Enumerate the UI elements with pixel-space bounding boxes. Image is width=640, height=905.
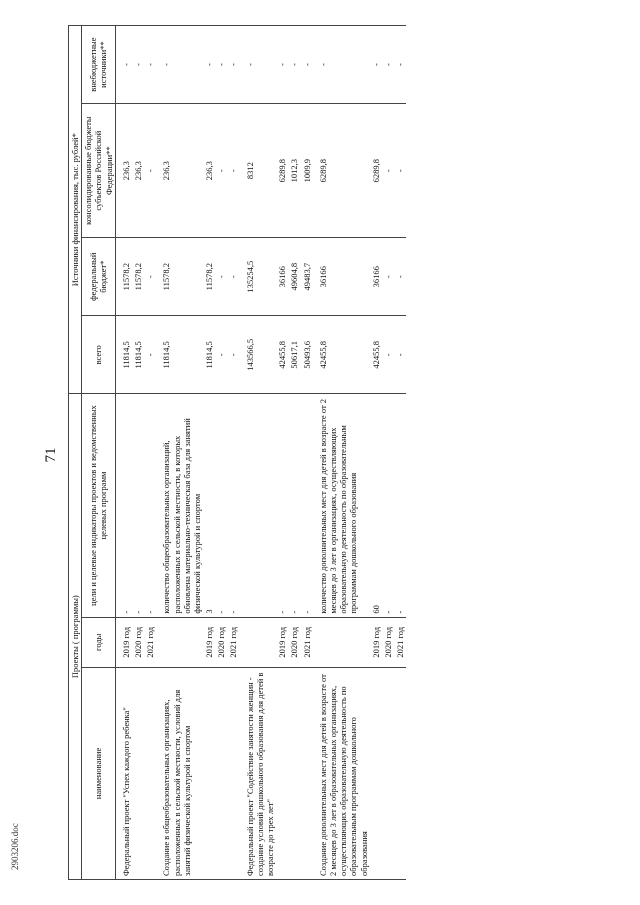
cell-extra: -: [132, 26, 144, 104]
cell-total: 143566,5: [240, 316, 277, 394]
cell-name: [382, 667, 394, 879]
page-number: 71: [43, 447, 59, 463]
cell-year: 2019 год: [115, 617, 132, 667]
cell-indicator: 60: [370, 394, 382, 617]
cell-indicator: 3: [203, 394, 215, 617]
cell-year: 2020 год: [382, 617, 394, 667]
cell-total: 50493,6: [301, 316, 313, 394]
header-federal: федеральный бюджет*: [82, 238, 116, 316]
cell-indicator: -: [276, 394, 288, 617]
footer-code: 2903206.doc: [10, 823, 20, 870]
cell-extra: -: [313, 26, 370, 104]
cell-federal: -: [144, 238, 156, 316]
cell-federal: 49604,8: [288, 238, 300, 316]
cell-extra: -: [370, 26, 382, 104]
cell-regional: -: [394, 104, 406, 238]
table-row: [156, 26, 203, 880]
cell-extra: -: [301, 26, 313, 104]
header-years: годы: [82, 617, 116, 667]
table-body: [115, 26, 406, 880]
table-row: [288, 26, 300, 880]
cell-name: [144, 667, 156, 879]
cell-regional: 236,3: [203, 104, 215, 238]
cell-year: 2020 год: [132, 617, 144, 667]
cell-total: 11814,5: [115, 316, 132, 394]
cell-name: [370, 667, 382, 879]
cell-regional: 236,3: [156, 104, 203, 238]
cell-total: -: [382, 316, 394, 394]
header-name: наименование: [82, 667, 116, 879]
cell-regional: 6289,8: [313, 104, 370, 238]
cell-indicator: -: [115, 394, 132, 617]
cell-indicator: [240, 394, 277, 617]
cell-regional: 8312: [240, 104, 277, 238]
cell-extra: -: [115, 26, 132, 104]
cell-regional: -: [382, 104, 394, 238]
cell-name: [227, 667, 239, 879]
cell-year: 2021 год: [301, 617, 313, 667]
cell-extra: -: [156, 26, 203, 104]
table-row: [215, 26, 227, 880]
cell-regional: -: [227, 104, 239, 238]
cell-extra: -: [394, 26, 406, 104]
table-row: [144, 26, 156, 880]
cell-indicator: -: [394, 394, 406, 617]
cell-year: 2021 год: [227, 617, 239, 667]
table-row: [276, 26, 288, 880]
header-indicators: цели и целевые индикаторы проектов и ведомственных целевых программ: [82, 394, 116, 617]
cell-name: Создание в общеобразовательных организациях, расположенных в сельской местности, условий для занятий физической культурой и спортом: [156, 667, 203, 879]
cell-federal: 36166: [313, 238, 370, 316]
cell-regional: -: [144, 104, 156, 238]
cell-name: [203, 667, 215, 879]
header-extra: внебюджетные источники**: [82, 26, 116, 104]
cell-indicator: количество дополнительных мест для детей в возрасте от 2 месяцев до 3 лет в организациях, осуществляющих образовательную деятельность по образовательным программам дошкольного образования: [313, 394, 370, 617]
cell-extra: -: [276, 26, 288, 104]
rotated-page: [38, 25, 598, 880]
cell-federal: 36166: [370, 238, 382, 316]
cell-indicator: -: [132, 394, 144, 617]
table-row: [301, 26, 313, 880]
table-row: [394, 26, 406, 880]
cell-regional: 1009,9: [301, 104, 313, 238]
cell-name: [132, 667, 144, 879]
cell-extra: -: [288, 26, 300, 104]
table-row: [115, 26, 132, 880]
header-projects-group: Проекты ( программы): [69, 394, 82, 880]
cell-indicator: -: [215, 394, 227, 617]
cell-federal: -: [227, 238, 239, 316]
cell-regional: -: [215, 104, 227, 238]
cell-regional: 236,3: [132, 104, 144, 238]
cell-name: Федеральный проект "Успех каждого ребенка": [115, 667, 132, 879]
table-row: [240, 26, 277, 880]
cell-federal: 11578,2: [203, 238, 215, 316]
cell-indicator: -: [144, 394, 156, 617]
cell-extra: -: [382, 26, 394, 104]
cell-total: 11814,5: [156, 316, 203, 394]
cell-name: [288, 667, 300, 879]
cell-federal: -: [382, 238, 394, 316]
cell-indicator: -: [301, 394, 313, 617]
table-row: [132, 26, 144, 880]
cell-year: 2020 год: [215, 617, 227, 667]
cell-indicator: -: [227, 394, 239, 617]
cell-federal: 36166: [276, 238, 288, 316]
cell-year: 2019 год: [276, 617, 288, 667]
cell-year: 2021 год: [394, 617, 406, 667]
cell-extra: -: [144, 26, 156, 104]
cell-name: [276, 667, 288, 879]
header-regional: консолидированные бюджеты субъектов Российской Федерации**: [82, 104, 116, 238]
cell-federal: -: [394, 238, 406, 316]
cell-extra: -: [227, 26, 239, 104]
cell-federal: 49483,7: [301, 238, 313, 316]
cell-year: 2019 год: [370, 617, 382, 667]
header-sources-group: Источники финансирования, тыс. рублей*: [69, 26, 82, 394]
cell-regional: 236,3: [115, 104, 132, 238]
cell-total: -: [215, 316, 227, 394]
cell-total: -: [144, 316, 156, 394]
cell-total: -: [227, 316, 239, 394]
cell-total: 42455,8: [313, 316, 370, 394]
cell-indicator: -: [288, 394, 300, 617]
cell-year: [240, 617, 277, 667]
cell-total: 42455,8: [370, 316, 382, 394]
cell-extra: -: [203, 26, 215, 104]
cell-indicator: -: [382, 394, 394, 617]
cell-regional: 6289,8: [370, 104, 382, 238]
cell-extra: -: [215, 26, 227, 104]
cell-federal: 11578,2: [115, 238, 132, 316]
cell-year: [156, 617, 203, 667]
cell-year: 2021 год: [144, 617, 156, 667]
cell-total: 11814,5: [203, 316, 215, 394]
table-row: [382, 26, 394, 880]
cell-federal: 11578,2: [132, 238, 144, 316]
cell-regional: 1012,3: [288, 104, 300, 238]
cell-year: [313, 617, 370, 667]
table-row: [203, 26, 215, 880]
cell-name: [215, 667, 227, 879]
table-row: [313, 26, 370, 880]
cell-name: [394, 667, 406, 879]
table-row: [227, 26, 239, 880]
cell-name: Федеральный проект "Содействие занятости женщин - создание условий дошкольного образования для детей в возрасте до трех лет": [240, 667, 277, 879]
cell-total: 42455,8: [276, 316, 288, 394]
cell-federal: 135254,5: [240, 238, 277, 316]
cell-total: 11814,5: [132, 316, 144, 394]
cell-federal: -: [215, 238, 227, 316]
cell-regional: 6289,8: [276, 104, 288, 238]
cell-indicator: количество общеобразовательных организаций, расположенных в сельской местности, в которых обновлена материально-техническая база для занятий физической культурой и спортом: [156, 394, 203, 617]
cell-name: Создание дополнительных мест для детей в возрасте от 2 месяцев до 3 лет в образовательных организациях, осуществляющих образовательную деятельность по образовательным программам дошкольного образования: [313, 667, 370, 879]
cell-federal: 11578,2: [156, 238, 203, 316]
cell-name: [301, 667, 313, 879]
cell-total: -: [394, 316, 406, 394]
cell-extra: -: [240, 26, 277, 104]
cell-year: 2020 год: [288, 617, 300, 667]
cell-total: 50617,1: [288, 316, 300, 394]
financing-table: [68, 25, 406, 880]
header-total: всего: [82, 316, 116, 394]
cell-year: 2019 год: [203, 617, 215, 667]
table-row: [370, 26, 382, 880]
